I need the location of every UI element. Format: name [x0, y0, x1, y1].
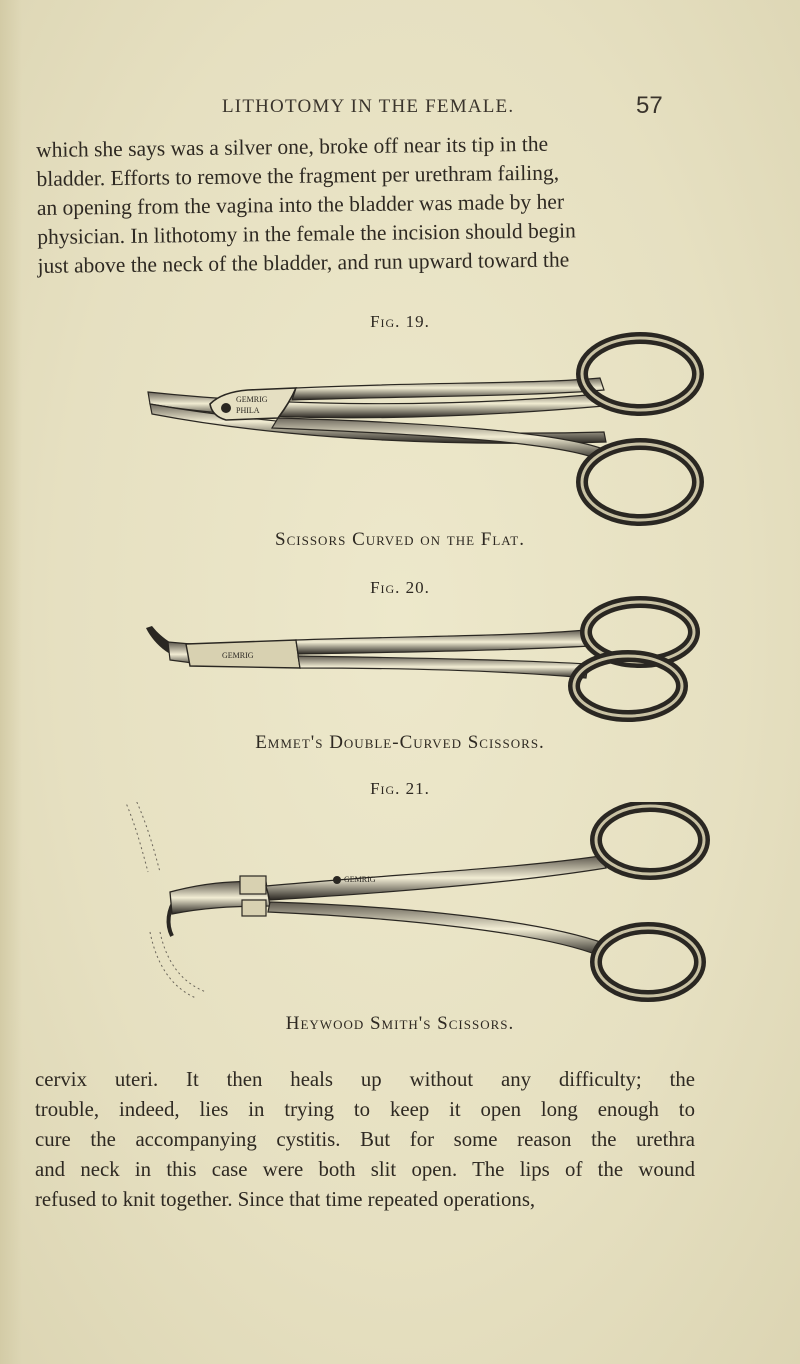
stamp-text: GEMRIG	[222, 651, 254, 660]
text-line: refused to knit together. Since that time repeated operations,	[35, 1188, 536, 1211]
text-line: and neck in this case were both slit open. The lips of the wound	[35, 1158, 695, 1181]
stamp-text: GEMRIG	[344, 875, 376, 884]
figure-19-scissors-illustration	[0, 332, 800, 532]
text-line: physician. In lithotomy in the female the incision should begin	[37, 218, 576, 249]
running-head: LITHOTOMY IN THE FEMALE.	[222, 96, 515, 117]
text-line: an opening from the vagina into the bladder was made by her	[36, 189, 565, 220]
text-line: cure the accompanying cystitis. But for some reason the urethra	[35, 1128, 695, 1151]
page-number: 57	[636, 92, 663, 119]
text-line: just above the neck of the bladder, and run upward toward the	[37, 247, 570, 278]
stamp-text-line2: PHILA	[236, 406, 260, 415]
paragraph-bottom	[35, 1065, 695, 1215]
figure-19-caption: Scissors Curved on the Flat.	[275, 529, 525, 550]
paragraph-top	[36, 128, 688, 281]
page-header	[0, 92, 800, 126]
text-line: which she says was a silver one, broke off near its tip in the	[36, 131, 549, 162]
figure-20-label: Fig. 20.	[370, 578, 430, 597]
figure-21-scissors-illustration	[0, 802, 800, 1012]
text-line: trouble, indeed, lies in trying to keep it open long enough to	[35, 1098, 695, 1121]
stamp-text-line1: GEMRIG	[236, 395, 268, 404]
figure-20-caption: Emmet's Double-Curved Scissors.	[255, 732, 545, 753]
text-line: cervix uteri. It then heals up without any difficulty; the	[35, 1068, 695, 1091]
figure-21-label: Fig. 21.	[370, 779, 430, 798]
figure-21-caption: Heywood Smith's Scissors.	[285, 1013, 515, 1034]
figure-20-scissors-illustration	[0, 596, 800, 726]
text-line: bladder. Efforts to remove the fragment per urethram failing,	[36, 160, 560, 191]
figure-19-label: Fig. 19.	[370, 312, 430, 331]
